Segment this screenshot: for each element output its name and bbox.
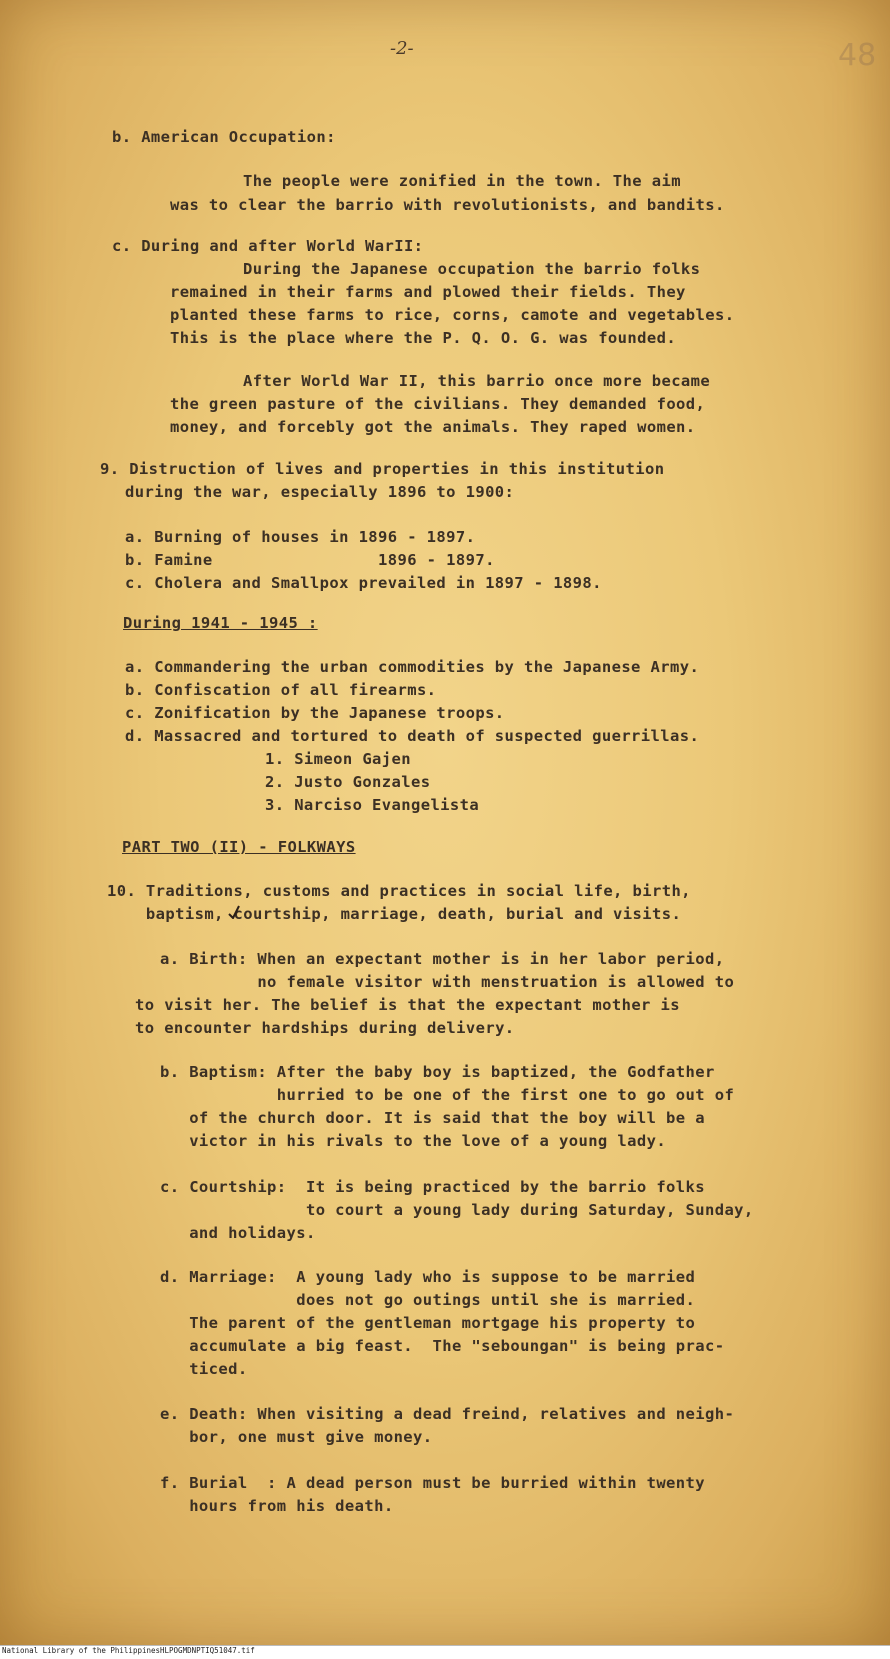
victim-2: 2. Justo Gonzales: [265, 773, 431, 791]
during-item-b: b. Confiscation of all firearms.: [125, 681, 437, 699]
item-10-line-2: baptism, courtship, marriage, death, burial and visits.: [107, 905, 682, 923]
during-item-c: c. Zonification by the Japanese troops.: [125, 704, 505, 722]
item-9-line-1: 9. Distruction of lives and properties in this institution: [100, 460, 665, 478]
during-item-d: d. Massacred and tortured to death of suspected guerrillas.: [125, 727, 700, 745]
item-9-sub-b: b. Famine 1896 - 1897.: [125, 551, 495, 569]
item-9-sub-a: a. Burning of houses in 1896 - 1897.: [125, 528, 476, 546]
burial-line-2: hours from his death.: [160, 1497, 394, 1515]
courtship-line-2: to court a young lady during Saturday, Sunday,: [160, 1201, 754, 1219]
item-9-sub-c: c. Cholera and Smallpox prevailed in 1897 - 1898.: [125, 574, 602, 592]
marriage-line-5: ticed.: [160, 1360, 248, 1378]
ink-checkmark-icon: [228, 905, 240, 919]
death-line-1: e. Death: When visiting a dead freind, relatives and neigh-: [160, 1405, 735, 1423]
part-two-heading: PART TWO (II) - FOLKWAYS: [122, 838, 356, 856]
section-c-heading: c. During and after World WarII:: [112, 237, 424, 255]
birth-line-3: to visit her. The belief is that the expectant mother is: [135, 996, 680, 1014]
section-c-para2-line-3: money, and forcebly got the animals. They raped women.: [170, 418, 696, 436]
birth-line-1: a. Birth: When an expectant mother is in her labor period,: [160, 950, 725, 968]
section-c-para1-line-3: planted these farms to rice, corns, camote and vegetables.: [170, 306, 735, 324]
section-b-line-2: was to clear the barrio with revolutionists, and bandits.: [170, 196, 725, 214]
corner-page-mark: 48: [838, 38, 877, 73]
baptism-line-1: b. Baptism: After the baby boy is baptized, the Godfather: [160, 1063, 715, 1081]
courtship-line-3: and holidays.: [160, 1224, 316, 1242]
marriage-line-1: d. Marriage: A young lady who is suppose to be married: [160, 1268, 696, 1286]
footer-filename: HLPOGMDNPTIQ51047.tif: [160, 1646, 255, 1655]
item-10-line-1: 10. Traditions, customs and practices in social life, birth,: [107, 882, 691, 900]
baptism-line-4: victor in his rivals to the love of a young lady.: [160, 1132, 667, 1150]
victim-1: 1. Simeon Gajen: [265, 750, 411, 768]
birth-line-2: no female visitor with menstruation is allowed to: [160, 973, 735, 991]
section-c-para1-line-2: remained in their farms and plowed their fields. They: [170, 283, 686, 301]
victim-3: 3. Narciso Evangelista: [265, 796, 480, 814]
section-c-para2-line-1: After World War II, this barrio once more became: [243, 372, 711, 390]
section-c-para1-line-4: This is the place where the P. Q. O. G. was founded.: [170, 329, 677, 347]
during-1941-heading: During 1941 - 1945 :: [123, 614, 318, 632]
baptism-line-2: hurried to be one of the first one to go out of: [160, 1086, 735, 1104]
item-9-line-2: during the war, especially 1896 to 1900:: [125, 483, 515, 501]
marriage-line-2: does not go outings until she is married.: [160, 1291, 696, 1309]
during-item-a: a. Commandering the urban commodities by the Japanese Army.: [125, 658, 700, 676]
marriage-line-4: accumulate a big feast. The "seboungan" is being prac-: [160, 1337, 725, 1355]
courtship-line-1: c. Courtship: It is being practiced by the barrio folks: [160, 1178, 705, 1196]
section-b-line-1: The people were zonified in the town. The aim: [243, 172, 681, 190]
birth-line-4: to encounter hardships during delivery.: [135, 1019, 515, 1037]
death-line-2: bor, one must give money.: [160, 1428, 433, 1446]
section-c-para2-line-2: the green pasture of the civilians. They demanded food,: [170, 395, 706, 413]
baptism-line-3: of the church door. It is said that the boy will be a: [160, 1109, 705, 1127]
section-b-heading: b. American Occupation:: [112, 128, 336, 146]
section-c-para1-line-1: During the Japanese occupation the barrio folks: [243, 260, 701, 278]
marriage-line-3: The parent of the gentleman mortgage his property to: [160, 1314, 696, 1332]
burial-line-1: f. Burial : A dead person must be burried within twenty: [160, 1474, 705, 1492]
page-number: -2-: [390, 38, 414, 59]
footer-library: National Library of the Philippines: [2, 1646, 161, 1655]
scan-footer: [0, 1645, 890, 1659]
